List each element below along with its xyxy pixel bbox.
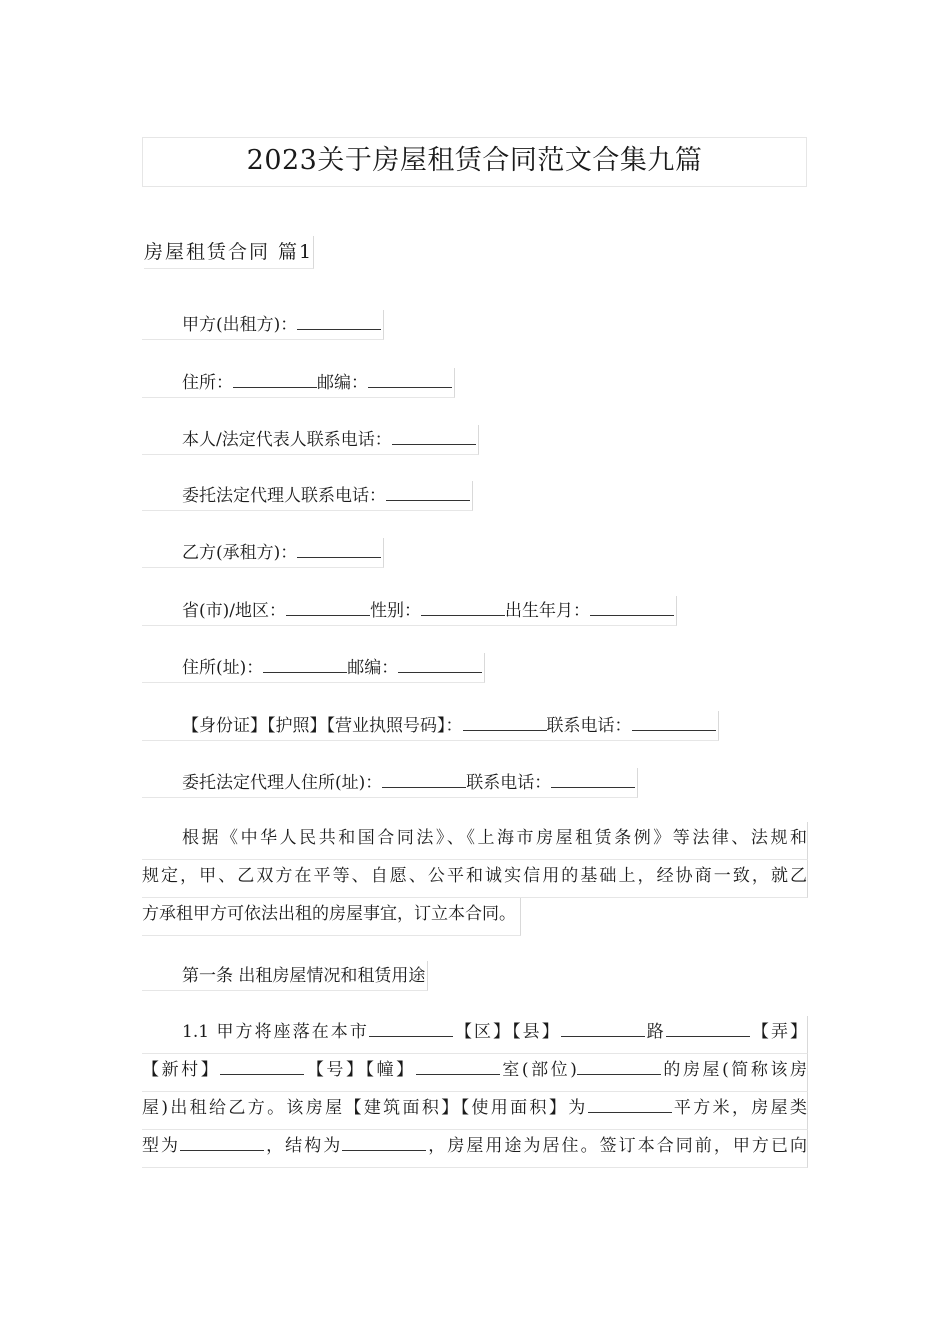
clause-text: 【新村】 [142, 1060, 221, 1080]
birth-blank[interactable] [590, 598, 674, 616]
clause-text: 的房屋(简称该房 [660, 1060, 808, 1080]
intro-row: 规定，甲、乙双方在平等、自愿、公平和诚实信用的基础上，经协商一致，就乙 [142, 860, 808, 898]
section-heading-text: 房屋租赁合同 篇 [144, 241, 300, 263]
clause-row [142, 1054, 808, 1092]
agent-phone-a-blank[interactable] [386, 483, 470, 501]
address-a-label: 住所： [182, 373, 233, 393]
clause-text: 室(部位) [499, 1060, 577, 1080]
agent-phone-b-blank[interactable] [551, 770, 635, 788]
article-1-title [142, 961, 428, 991]
clause-text: ，结构为 [264, 1136, 343, 1156]
document-title: 2023关于房屋租赁合同范文合集九篇 [142, 137, 807, 187]
clause-text: 型为 [142, 1136, 181, 1156]
birth-label: 出生年月： [505, 601, 590, 621]
building-blank[interactable] [416, 1057, 500, 1075]
gender-blank[interactable] [421, 598, 505, 616]
structure-blank[interactable] [342, 1133, 426, 1151]
legal-rep-phone-label: 本人/法定代表人联系电话： [182, 430, 392, 450]
address-b-line [142, 653, 485, 683]
postcode-b-label: 邮编： [347, 658, 399, 678]
clause-text: ，房屋用途为居住。签订本合同前，甲方已向 [426, 1136, 808, 1156]
party-a-line [142, 310, 384, 340]
legal-rep-phone-line [142, 425, 479, 455]
agent-phone-a-label: 委托法定代理人联系电话： [182, 486, 386, 506]
intro-row: 方承租甲方可依法出租的房屋事宜，订立本合同。 [142, 898, 521, 936]
party-b-line [142, 538, 384, 568]
address-b-blank[interactable] [263, 655, 347, 673]
address-b-label: 住所(址)： [182, 658, 264, 678]
address-a-line [142, 368, 455, 398]
postcode-a-blank[interactable] [368, 370, 452, 388]
clause-row [142, 1130, 808, 1168]
id-doc-label: 【身份证】【护照】【营业执照号码】： [182, 716, 463, 736]
agent-address-line [142, 768, 638, 798]
address-a-blank[interactable] [233, 370, 317, 388]
district-blank[interactable] [369, 1019, 453, 1037]
postcode-b-blank[interactable] [398, 655, 482, 673]
intro-paragraph [142, 822, 808, 936]
id-doc-line [142, 711, 719, 741]
party-b-label: 乙方(承租方)： [182, 543, 298, 563]
clause-text: 路 [644, 1022, 666, 1042]
gender-label: 性别： [370, 601, 421, 621]
section-number: 1 [299, 241, 312, 263]
clause-1-1 [142, 1016, 808, 1168]
house-type-blank[interactable] [180, 1133, 264, 1151]
party-a-label: 甲方(出租方)： [182, 315, 298, 335]
agent-phone-a-line [142, 481, 473, 511]
postcode-a-label: 邮编： [317, 373, 368, 393]
village-blank[interactable] [220, 1057, 304, 1075]
province-label: 省(市)/地区： [182, 601, 286, 621]
clause-text: 【弄】 [749, 1022, 808, 1042]
agent-address-blank[interactable] [382, 770, 466, 788]
legal-rep-phone-blank[interactable] [392, 427, 476, 445]
agent-address-label: 委托法定代理人住所(址)： [182, 773, 383, 793]
section-heading [144, 236, 314, 269]
province-blank[interactable] [286, 598, 370, 616]
county-blank[interactable] [561, 1019, 645, 1037]
phone-b-label: 联系电话： [546, 716, 632, 736]
road-blank[interactable] [666, 1019, 750, 1037]
clause-row [142, 1092, 808, 1130]
id-doc-blank[interactable] [463, 713, 547, 731]
agent-phone-b-label: 联系电话： [466, 773, 552, 793]
clause-text: 1.1 甲方将座落在本市 [182, 1022, 369, 1042]
intro-row: 根据《中华人民共和国合同法》、《上海市房屋租赁条例》等法律、法规和 [142, 822, 808, 860]
clause-row [142, 1016, 808, 1054]
province-line [142, 596, 677, 626]
clause-text: 屋)出租给乙方。该房屋【建筑面积】【使用面积】为 [142, 1098, 588, 1118]
party-b-blank[interactable] [297, 540, 381, 558]
room-blank[interactable] [577, 1057, 661, 1075]
area-blank[interactable] [588, 1095, 672, 1113]
phone-b-blank[interactable] [632, 713, 716, 731]
party-a-blank[interactable] [297, 312, 381, 330]
clause-text: 【区】【县】 [452, 1022, 561, 1042]
article-1-title-text: 第一条 出租房屋情况和租赁用途 [182, 966, 426, 986]
clause-text: 平方米，房屋类 [671, 1098, 807, 1118]
clause-text: 【号】【幢】 [304, 1060, 416, 1080]
